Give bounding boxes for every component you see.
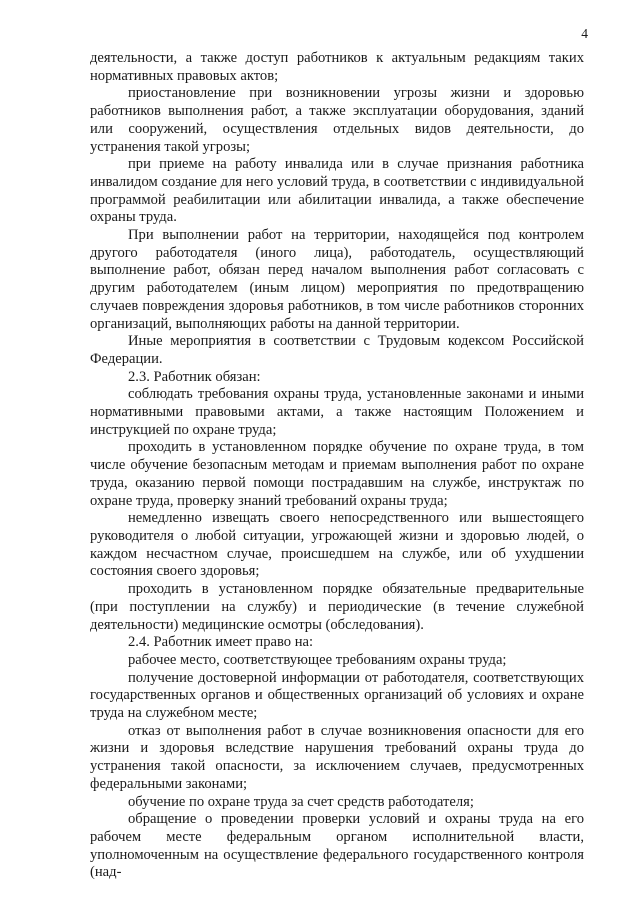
section-heading: 2.4. Работник имеет право на:: [128, 634, 314, 651]
paragraph: При выполнении работ на территории, находящейся под контролем другого работодателя (иного лица), работодатель, осуществляющий выполнение работ, обязан перед началом выполнения работ согласовать с другим работодателем (иным лицом) мероприятия по предотвращению случаев повреждения здоровья работников, в том числе работников сторонних организаций, выполняющих работы на данной территории.: [90, 227, 584, 332]
section-heading: 2.3. Работник обязан:: [128, 368, 261, 385]
paragraph: деятельности, а также доступ работников к актуальным редакциям таких нормативных правовых актов;: [90, 50, 584, 84]
paragraph: приостановление при возникновении угрозы жизни и здоровью работников выполнения работ, а также эксплуатации оборудования, зданий или сооружений, осуществления отдельных видов деятельности, до устранения такой угрозы;: [90, 85, 584, 155]
paragraph: обращение о проведении проверки условий и охраны труда на его рабочем месте федеральным органом исполнительной власти, уполномоченным на осуществление федерального государственного контроля (над-: [90, 811, 584, 881]
paragraph: соблюдать требования охраны труда, установленные законами и иными нормативными правовыми актами, а также настоящим Положением и инструкцией по охране труда;: [90, 386, 584, 438]
paragraph: немедленно извещать своего непосредственного или вышестоящего руководителя о любой ситуации, угрожающей жизни и здоровью людей, о каждом несчастном случае, происшедшем на службе, или об ухудшении состояния своего здоровья;: [90, 510, 584, 580]
body-text: [90, 50, 584, 882]
paragraph: Иные мероприятия в соответствии с Трудовым кодексом Российской Федерации.: [90, 333, 584, 367]
paragraph: обучение по охране труда за счет средств работодателя;: [128, 793, 474, 810]
page-number: 4: [581, 26, 588, 41]
paragraph: получение достоверной информации от работодателя, соответствующих государственных органов и общественных организаций об условиях и охране труда на служебном месте;: [90, 669, 584, 722]
paragraph: отказ от выполнения работ в случае возникновения опасности для его жизни и здоровья вследствие нарушения требований охраны труда до устранения такой опасности, за исключением случаев, предусмотренных федеральными законами;: [90, 722, 584, 792]
paragraph: проходить в установленном порядке обязательные предварительные (при поступлении на службу) и периодические (в течение служебной деятельности) медицинские осмотры (обследования).: [90, 581, 584, 633]
paragraph: при приеме на работу инвалида или в случае признания работника инвалидом создание для него условий труда, в соответствии с индивидуальной программой реабилитации или абилитации инвалида, а также обеспечение охраны труда.: [90, 156, 584, 226]
paragraph: проходить в установленном порядке обучение по охране труда, в том числе обучение безопасным методам и приемам выполнения работ по охране труда, оказанию первой помощи пострадавшим на службе, инструктаж по охране труда, проверку знаний требований охраны труда;: [90, 439, 584, 509]
paragraph: рабочее место, соответствующее требованиям охраны труда;: [128, 651, 507, 668]
